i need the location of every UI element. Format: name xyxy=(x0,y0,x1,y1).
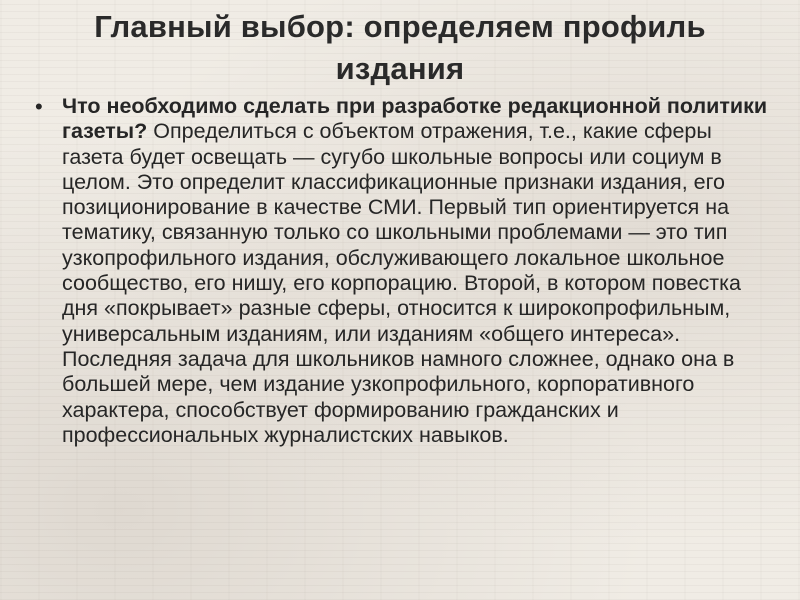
slide-title: Главный выбор: определяем профиль издания xyxy=(94,9,706,86)
bullet-item xyxy=(32,94,772,448)
bullet-dot-icon: • xyxy=(35,94,43,119)
bullet-lead-question: Что необходимо сделать при разработке редакционной политики газеты? xyxy=(62,94,768,144)
bullet-list xyxy=(32,94,772,448)
bullet-body-text: Определиться с объектом отражения, т.е., какие сферы газета будет освещать — сугубо школьные вопросы или социум в целом. Это определит классификационные признаки издания, его позиционирование в качестве СМИ. Первый тип ориентируется на тематику, связанную только со школьными проблемами — это тип узкопрофильного издания, обслуживающего локальное школьное сообщество, его нишу, его корпорацию. Второй, в котором повестка дня «покрывает» разные сферы, относится к широкопрофильным, универсальным изданиям, или изданиям «общего интереса». Последняя задача для школьников намного сложнее, однако она в большей мере, чем издание узкопрофильного, корпоративного характера, способствует формированию гражданских и профессиональных журналистских навыков. xyxy=(62,119,741,447)
